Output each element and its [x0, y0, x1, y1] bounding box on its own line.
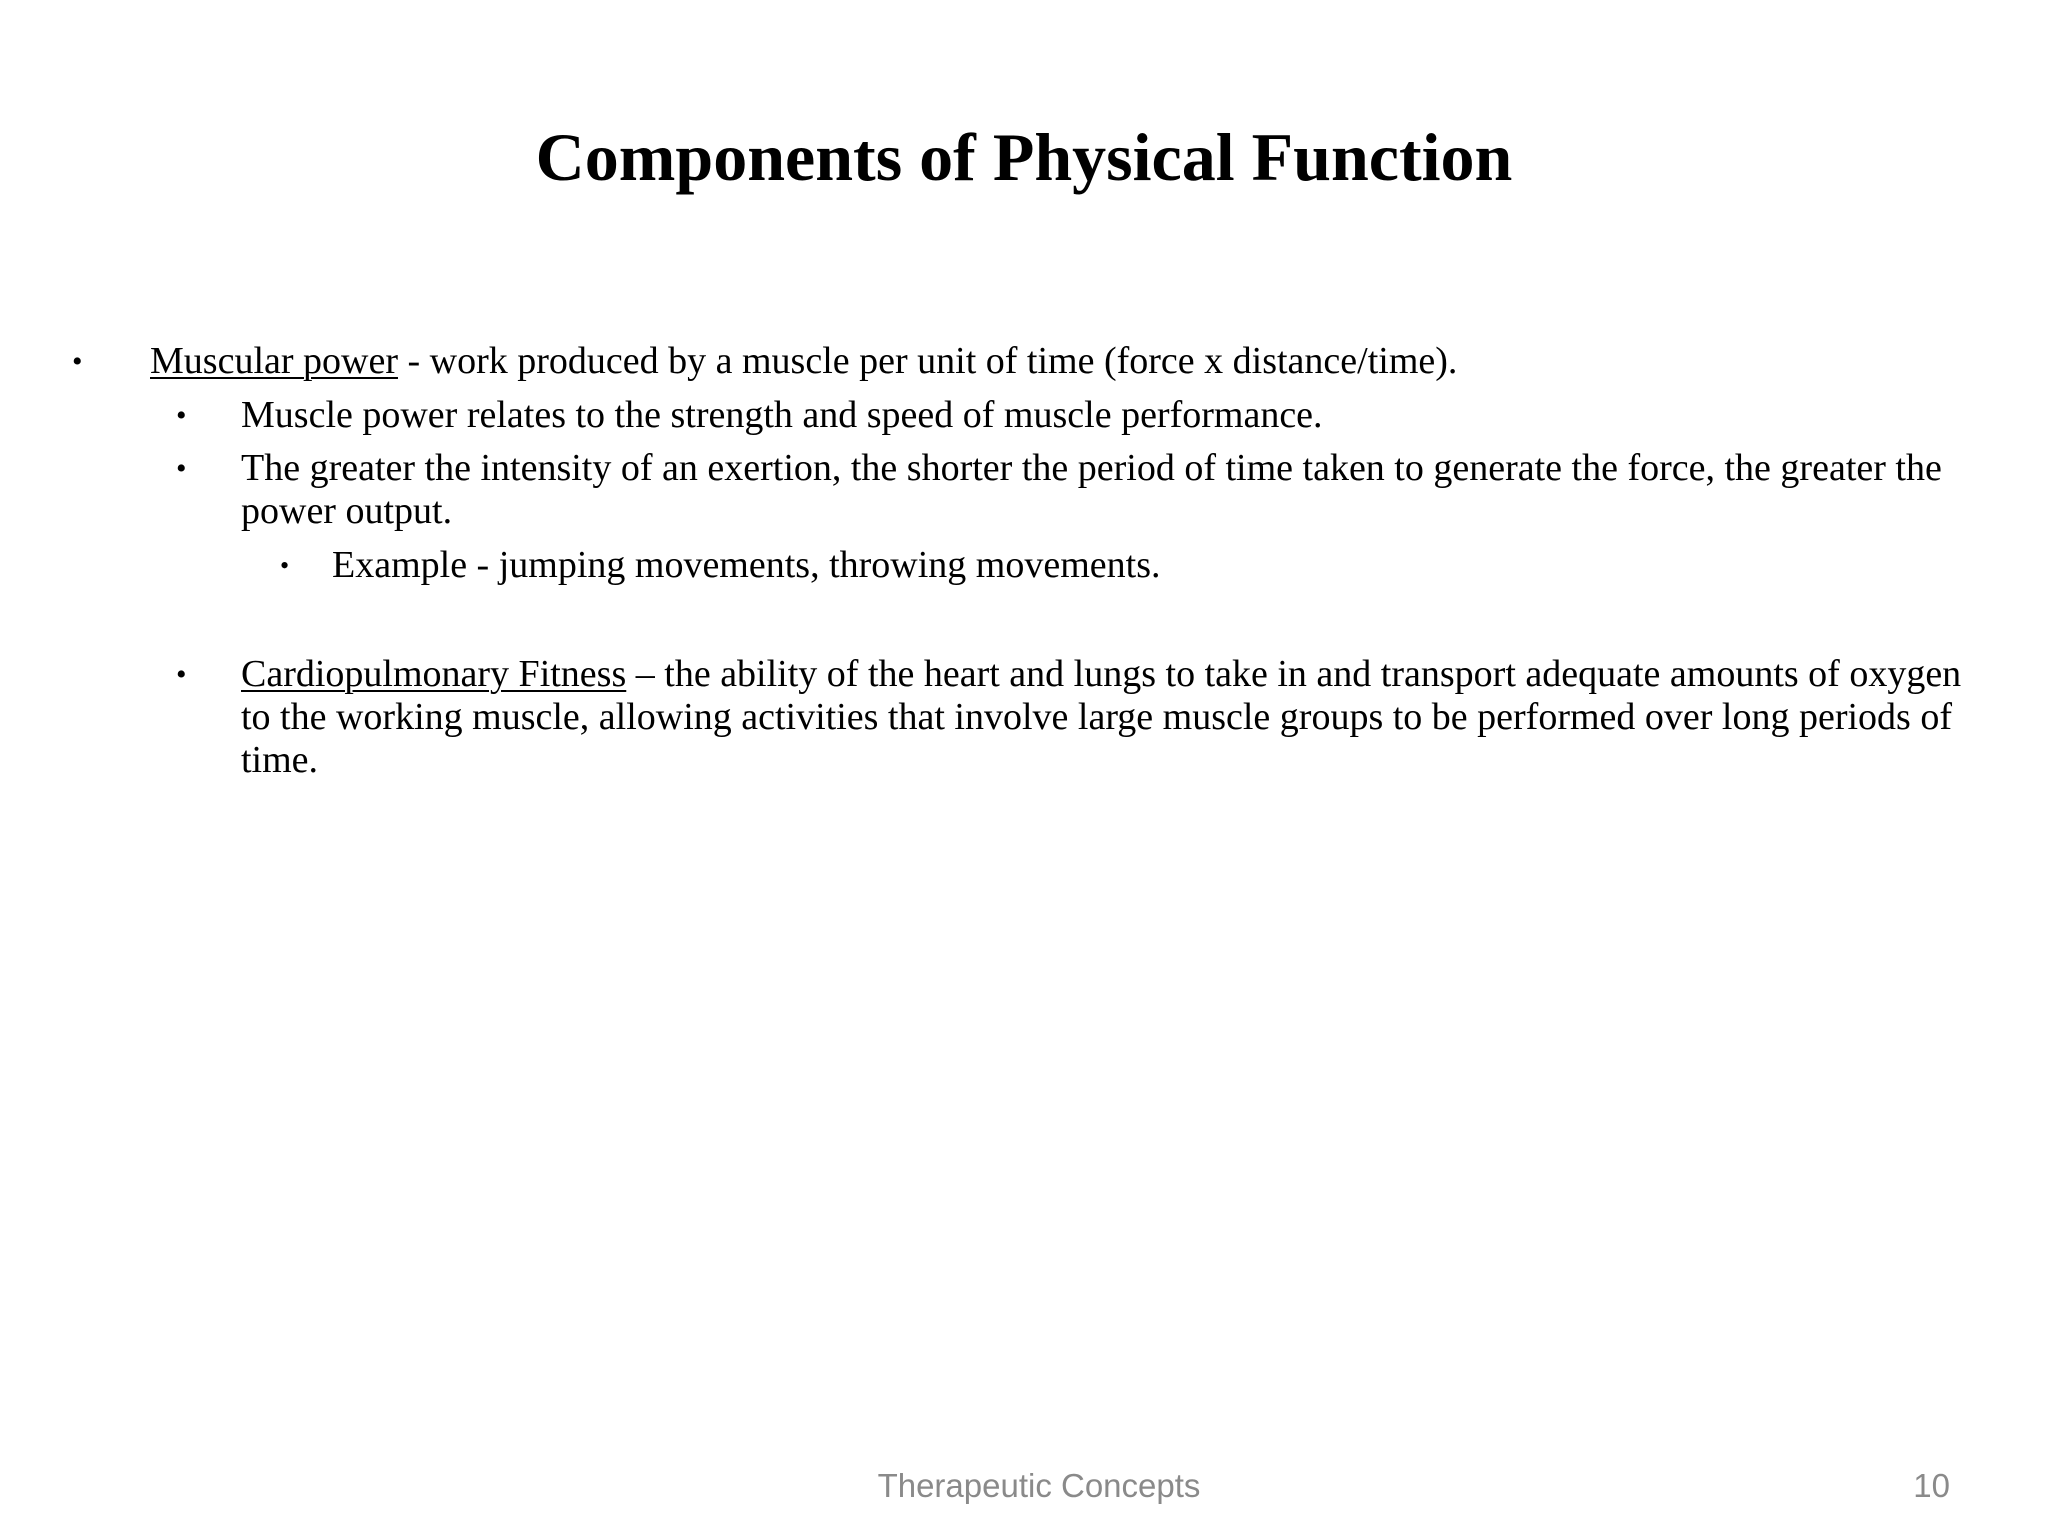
bullet-muscle-power-relates	[0, 394, 2048, 444]
bullet-text: Example - jumping movements, throwing movements.	[332, 544, 1161, 586]
bullet-dot: •	[176, 658, 187, 691]
bullet-dot: •	[176, 452, 187, 485]
bullet-text	[150, 340, 1970, 383]
bullet-example	[0, 544, 2048, 594]
slide-title: Components of Physical Function	[535, 119, 1513, 195]
bullet-text: Muscle power relates to the strength and speed of muscle performance.	[241, 394, 1323, 436]
page-number: 10	[1913, 1467, 1950, 1504]
bullet-text	[241, 653, 1976, 782]
bullet-greater-intensity	[0, 447, 2048, 542]
bullet-dot: •	[176, 399, 187, 432]
bullet-text: The greater the intensity of an exertion, the shorter the period of time taken to generate the force, the greater the power output.	[241, 447, 1942, 532]
bullet-term-cardiopulmonary-fitness: Cardiopulmonary Fitness	[241, 653, 627, 695]
footer-title: Therapeutic Concepts	[877, 1467, 1201, 1504]
bullet-cardiopulmonary-fitness	[0, 653, 2048, 793]
bullet-dot: •	[72, 345, 83, 378]
bullet-term-muscular-power: Muscular power	[150, 340, 398, 382]
bullet-body: - work produced by a muscle per unit of time (force x distance/time).	[397, 340, 1458, 382]
bullet-dot: •	[280, 551, 290, 580]
bullet-muscular-power	[0, 340, 2048, 390]
bullet-body: – the ability of the heart and lungs to take in and transport adequate amounts of oxygen to the working muscle, allowing activities that involve large muscle groups to be performed over long periods of time.	[241, 653, 1962, 781]
